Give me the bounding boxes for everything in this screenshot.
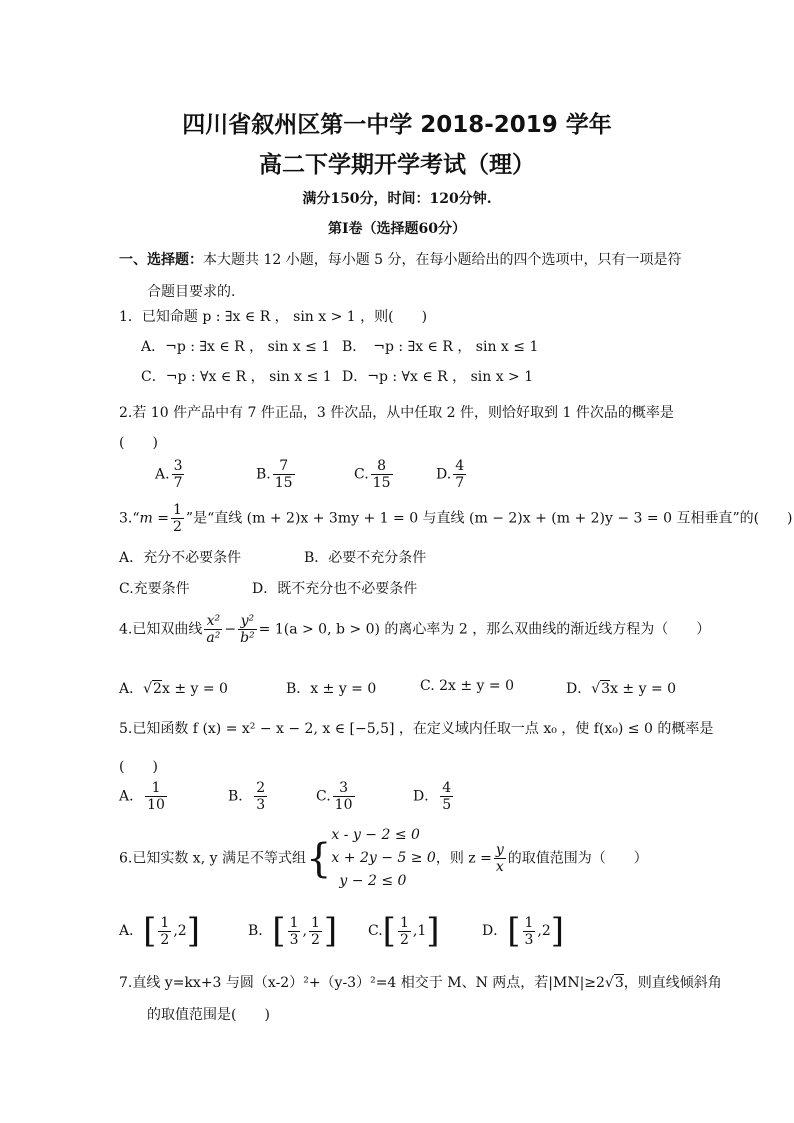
q3-option-b: B．必要不充分条件 bbox=[304, 550, 427, 566]
q6-option-b: B．[ $\frac{1}{3}$ , $\frac{1}{2}$ ] bbox=[248, 911, 338, 951]
q6-ineq-2: x + 2y − 5 ≥ 0 bbox=[331, 850, 436, 866]
q6-option-d: D．[ $\frac{1}{3}$ ,2] bbox=[482, 911, 565, 951]
q6-option-a: A．[ $\frac{1}{2}$ ,2] bbox=[119, 911, 200, 951]
left-bracket-icon: [ bbox=[507, 911, 521, 951]
q6-d-left bbox=[523, 915, 536, 948]
q7-post: ，则直线倾斜角 bbox=[623, 975, 722, 991]
q5-option-label: B． bbox=[228, 788, 253, 805]
right-bracket-icon: ] bbox=[323, 911, 338, 951]
q1-option-c: C．¬p : ∀x ∈ R ， sin x ≤ 1 bbox=[141, 369, 332, 385]
denominator: 2 bbox=[399, 931, 409, 948]
q6-d-right: 2 bbox=[541, 923, 551, 939]
q6-b-right bbox=[309, 915, 322, 948]
q2-paren: ( ) bbox=[119, 435, 158, 451]
denominator: 2 bbox=[160, 931, 170, 948]
q1-option-b: B． ¬p : ∃x ∈ R ， sin x ≤ 1 bbox=[342, 339, 539, 355]
numerator: 4 bbox=[455, 458, 465, 474]
q2-option-label: D. bbox=[436, 466, 452, 483]
q6-ineq-3: y − 2 ≤ 0 bbox=[339, 873, 407, 889]
q4-a-sqrt: 2 bbox=[153, 681, 162, 697]
title-line-2: 高二下学期开学考试（理） bbox=[259, 152, 535, 178]
q6-z-fraction bbox=[494, 842, 506, 875]
left-brace-icon: { bbox=[305, 835, 332, 882]
q6-a-left bbox=[158, 915, 171, 948]
q4-d-sqrt: 3 bbox=[601, 681, 611, 697]
q5-fraction-a bbox=[145, 780, 167, 813]
q5-option-a bbox=[119, 780, 169, 813]
numerator: 4 bbox=[442, 780, 452, 796]
q5-option-d bbox=[413, 780, 455, 813]
q6-post: 的取值范围为（ ） bbox=[507, 850, 648, 867]
q6-pre: 6.已知实数 x, y 满足不等式组 bbox=[119, 850, 306, 867]
numerator: 1 bbox=[160, 914, 170, 931]
q4-option-b: B．x ± y = 0 bbox=[286, 681, 377, 697]
q5-option-label: A． bbox=[119, 788, 144, 805]
q4-post: = 1(a > 0, b > 0) 的离心率为 2 ，那么双曲线的渐近线方程为（ ） bbox=[258, 621, 711, 638]
q4-option-a: A．√2x ± y = 0 bbox=[119, 681, 228, 697]
denominator: 7 bbox=[455, 475, 465, 491]
numerator: 7 bbox=[279, 458, 289, 474]
q4-fraction-y bbox=[238, 613, 257, 646]
numerator: 3 bbox=[339, 780, 349, 796]
instructions-line-2: 合题目要求的. bbox=[147, 284, 236, 300]
q6-option-label: B． bbox=[248, 923, 273, 939]
denominator: a² bbox=[206, 630, 221, 646]
right-bracket-icon: ] bbox=[550, 911, 565, 951]
q2-option-d bbox=[436, 458, 468, 491]
q3-stem bbox=[119, 502, 793, 535]
q2-stem: 2.若 10 件产品中有 7 件正品，3 件次品，从中任取 2 件，则恰好取到 1 件次品的概率是 bbox=[119, 405, 674, 421]
numerator: 8 bbox=[377, 458, 387, 474]
denominator: 10 bbox=[147, 797, 165, 813]
numerator: 1 bbox=[310, 914, 320, 931]
q5-option-label: C. bbox=[316, 788, 331, 805]
q6-option-c: C.[ $\frac{1}{2}$ ,1] bbox=[368, 911, 440, 951]
q2-option-label: C. bbox=[354, 466, 369, 483]
q4-a-post: x ± y = 0 bbox=[161, 681, 228, 697]
denominator: 3 bbox=[256, 797, 266, 813]
q6-c-right: 1 bbox=[417, 923, 427, 939]
denominator: 7 bbox=[173, 475, 183, 491]
q3-pre: 3.“ bbox=[119, 510, 140, 527]
q5-fraction-d bbox=[440, 780, 453, 813]
numerator: 1 bbox=[289, 914, 299, 931]
q3-option-a: A．充分不必要条件 bbox=[119, 550, 242, 566]
q2-option-b bbox=[256, 458, 297, 491]
section-title: 第Ⅰ卷（选择题60分） bbox=[327, 221, 467, 237]
q4-fraction-x bbox=[204, 613, 222, 646]
q1-stem: 1．已知命题 p : ∃x ∈ R ， sin x > 1 ，则( ) bbox=[119, 309, 428, 325]
q2-option-label: B. bbox=[256, 466, 271, 483]
denominator: 2 bbox=[172, 519, 182, 535]
q6-a-right: 2 bbox=[177, 923, 187, 939]
q5-option-b bbox=[228, 780, 269, 813]
q5-fraction-b bbox=[254, 780, 267, 813]
denominator: 15 bbox=[274, 475, 293, 491]
q3-half bbox=[171, 502, 184, 535]
q5-option-label: D． bbox=[413, 788, 439, 805]
q2-fraction-c bbox=[371, 458, 393, 491]
q2-option-label: A. bbox=[155, 466, 170, 483]
numerator: x² bbox=[206, 613, 221, 629]
denominator: b² bbox=[240, 630, 255, 646]
q1-option-a: A．¬p : ∃x ∈ R ， sin x ≤ 1 bbox=[141, 339, 331, 355]
q7-line-1: 7.直线 y=kx+3 与圆（x-2）²+（y-3）²=4 相交于 M、N 两点，若|MN|≥2√3，则直线倾斜角 bbox=[119, 975, 722, 991]
right-bracket-icon: ] bbox=[426, 911, 440, 951]
instructions-line-1 bbox=[119, 249, 682, 269]
q4-pre: 4.已知双曲线 bbox=[119, 621, 203, 638]
q6-b-left bbox=[288, 915, 301, 948]
numerator: 1 bbox=[524, 914, 534, 931]
q6-option-label: C. bbox=[368, 923, 383, 939]
numerator: 1 bbox=[172, 502, 182, 518]
left-bracket-icon: [ bbox=[382, 911, 396, 951]
q7-pre: 7.直线 y=kx+3 与圆（x-2）²+（y-3）²=4 相交于 M、N 两点，若|MN|≥2 bbox=[119, 975, 605, 991]
right-bracket-icon: ] bbox=[186, 911, 200, 951]
instructions-text-1: 本大题共 12 小题，每小题 5 分，在每小题给出的四个选项中，只有一项是符 bbox=[203, 252, 682, 268]
q2-option-c bbox=[354, 458, 395, 491]
q4-option-d: D．√3x ± y = 0 bbox=[566, 681, 677, 697]
q6-mid: ，则 z = bbox=[435, 850, 492, 867]
q6-ineq-1: x - y − 2 ≤ 0 bbox=[331, 827, 420, 843]
q5-option-c bbox=[316, 780, 357, 813]
q5-stem: 5.已知函数 f (x) = x² − x − 2, x ∈ [−5,5] ，在定义域内任取一点 x₀ ，使 f(x₀) ≤ 0 的概率是 bbox=[119, 721, 714, 737]
q2-fraction-a bbox=[172, 458, 185, 491]
q5-paren: ( ) bbox=[119, 759, 158, 775]
numerator: y² bbox=[240, 613, 255, 629]
q6-stem bbox=[119, 824, 648, 893]
q2-fraction-d bbox=[453, 458, 466, 491]
q3-option-c: C.充要条件 bbox=[119, 581, 190, 597]
instructions-label: 一、选择题： bbox=[119, 252, 203, 268]
q7-sqrt: 3 bbox=[614, 975, 624, 991]
q4-d-label: D． bbox=[566, 681, 592, 697]
q4-a-label: A． bbox=[119, 681, 144, 697]
denominator: 10 bbox=[334, 797, 353, 813]
score-time: 满分150分，时间：120分钟. bbox=[302, 191, 492, 207]
left-bracket-icon: [ bbox=[272, 911, 286, 951]
q5-fraction-c bbox=[333, 780, 355, 813]
denominator: 2 bbox=[310, 931, 320, 948]
q4-d-post: x ± y = 0 bbox=[610, 681, 677, 697]
q6-option-label: A． bbox=[119, 923, 144, 939]
denominator: 15 bbox=[372, 475, 391, 491]
q1-option-d: D．¬p : ∀x ∈ R ， sin x > 1 bbox=[342, 369, 534, 385]
q2-fraction-b bbox=[273, 458, 295, 491]
denominator: 3 bbox=[524, 931, 534, 948]
numerator: 3 bbox=[173, 458, 183, 474]
q6-system bbox=[331, 824, 435, 893]
denominator: x bbox=[495, 859, 504, 875]
q7-line-2: 的取值范围是( ) bbox=[147, 1007, 270, 1023]
q3-rest: ”是“直线 (m + 2)x + 3my + 1 = 0 与直线 (m − 2)x + (m + 2)y − 3 = 0 互相垂直”的( ) bbox=[185, 510, 793, 527]
denominator: 3 bbox=[289, 931, 299, 948]
numerator: 2 bbox=[256, 780, 266, 796]
q4-stem bbox=[119, 613, 710, 646]
q3-m-eq: m = bbox=[139, 510, 169, 527]
q4-option-c: C. 2x ± y = 0 bbox=[420, 678, 514, 694]
q6-c-left bbox=[398, 915, 411, 948]
q4-minus: − bbox=[224, 621, 237, 638]
numerator: y bbox=[495, 842, 504, 858]
left-bracket-icon: [ bbox=[143, 911, 157, 951]
q2-option-a bbox=[155, 458, 186, 491]
numerator: 1 bbox=[151, 780, 161, 796]
numerator: 1 bbox=[399, 914, 409, 931]
denominator: 5 bbox=[442, 797, 452, 813]
q3-option-d: D．既不充分也不必要条件 bbox=[252, 581, 418, 597]
title-line-1: 四川省叙州区第一中学 2018-2019 学年 bbox=[182, 112, 612, 138]
q6-option-label: D． bbox=[482, 923, 508, 939]
